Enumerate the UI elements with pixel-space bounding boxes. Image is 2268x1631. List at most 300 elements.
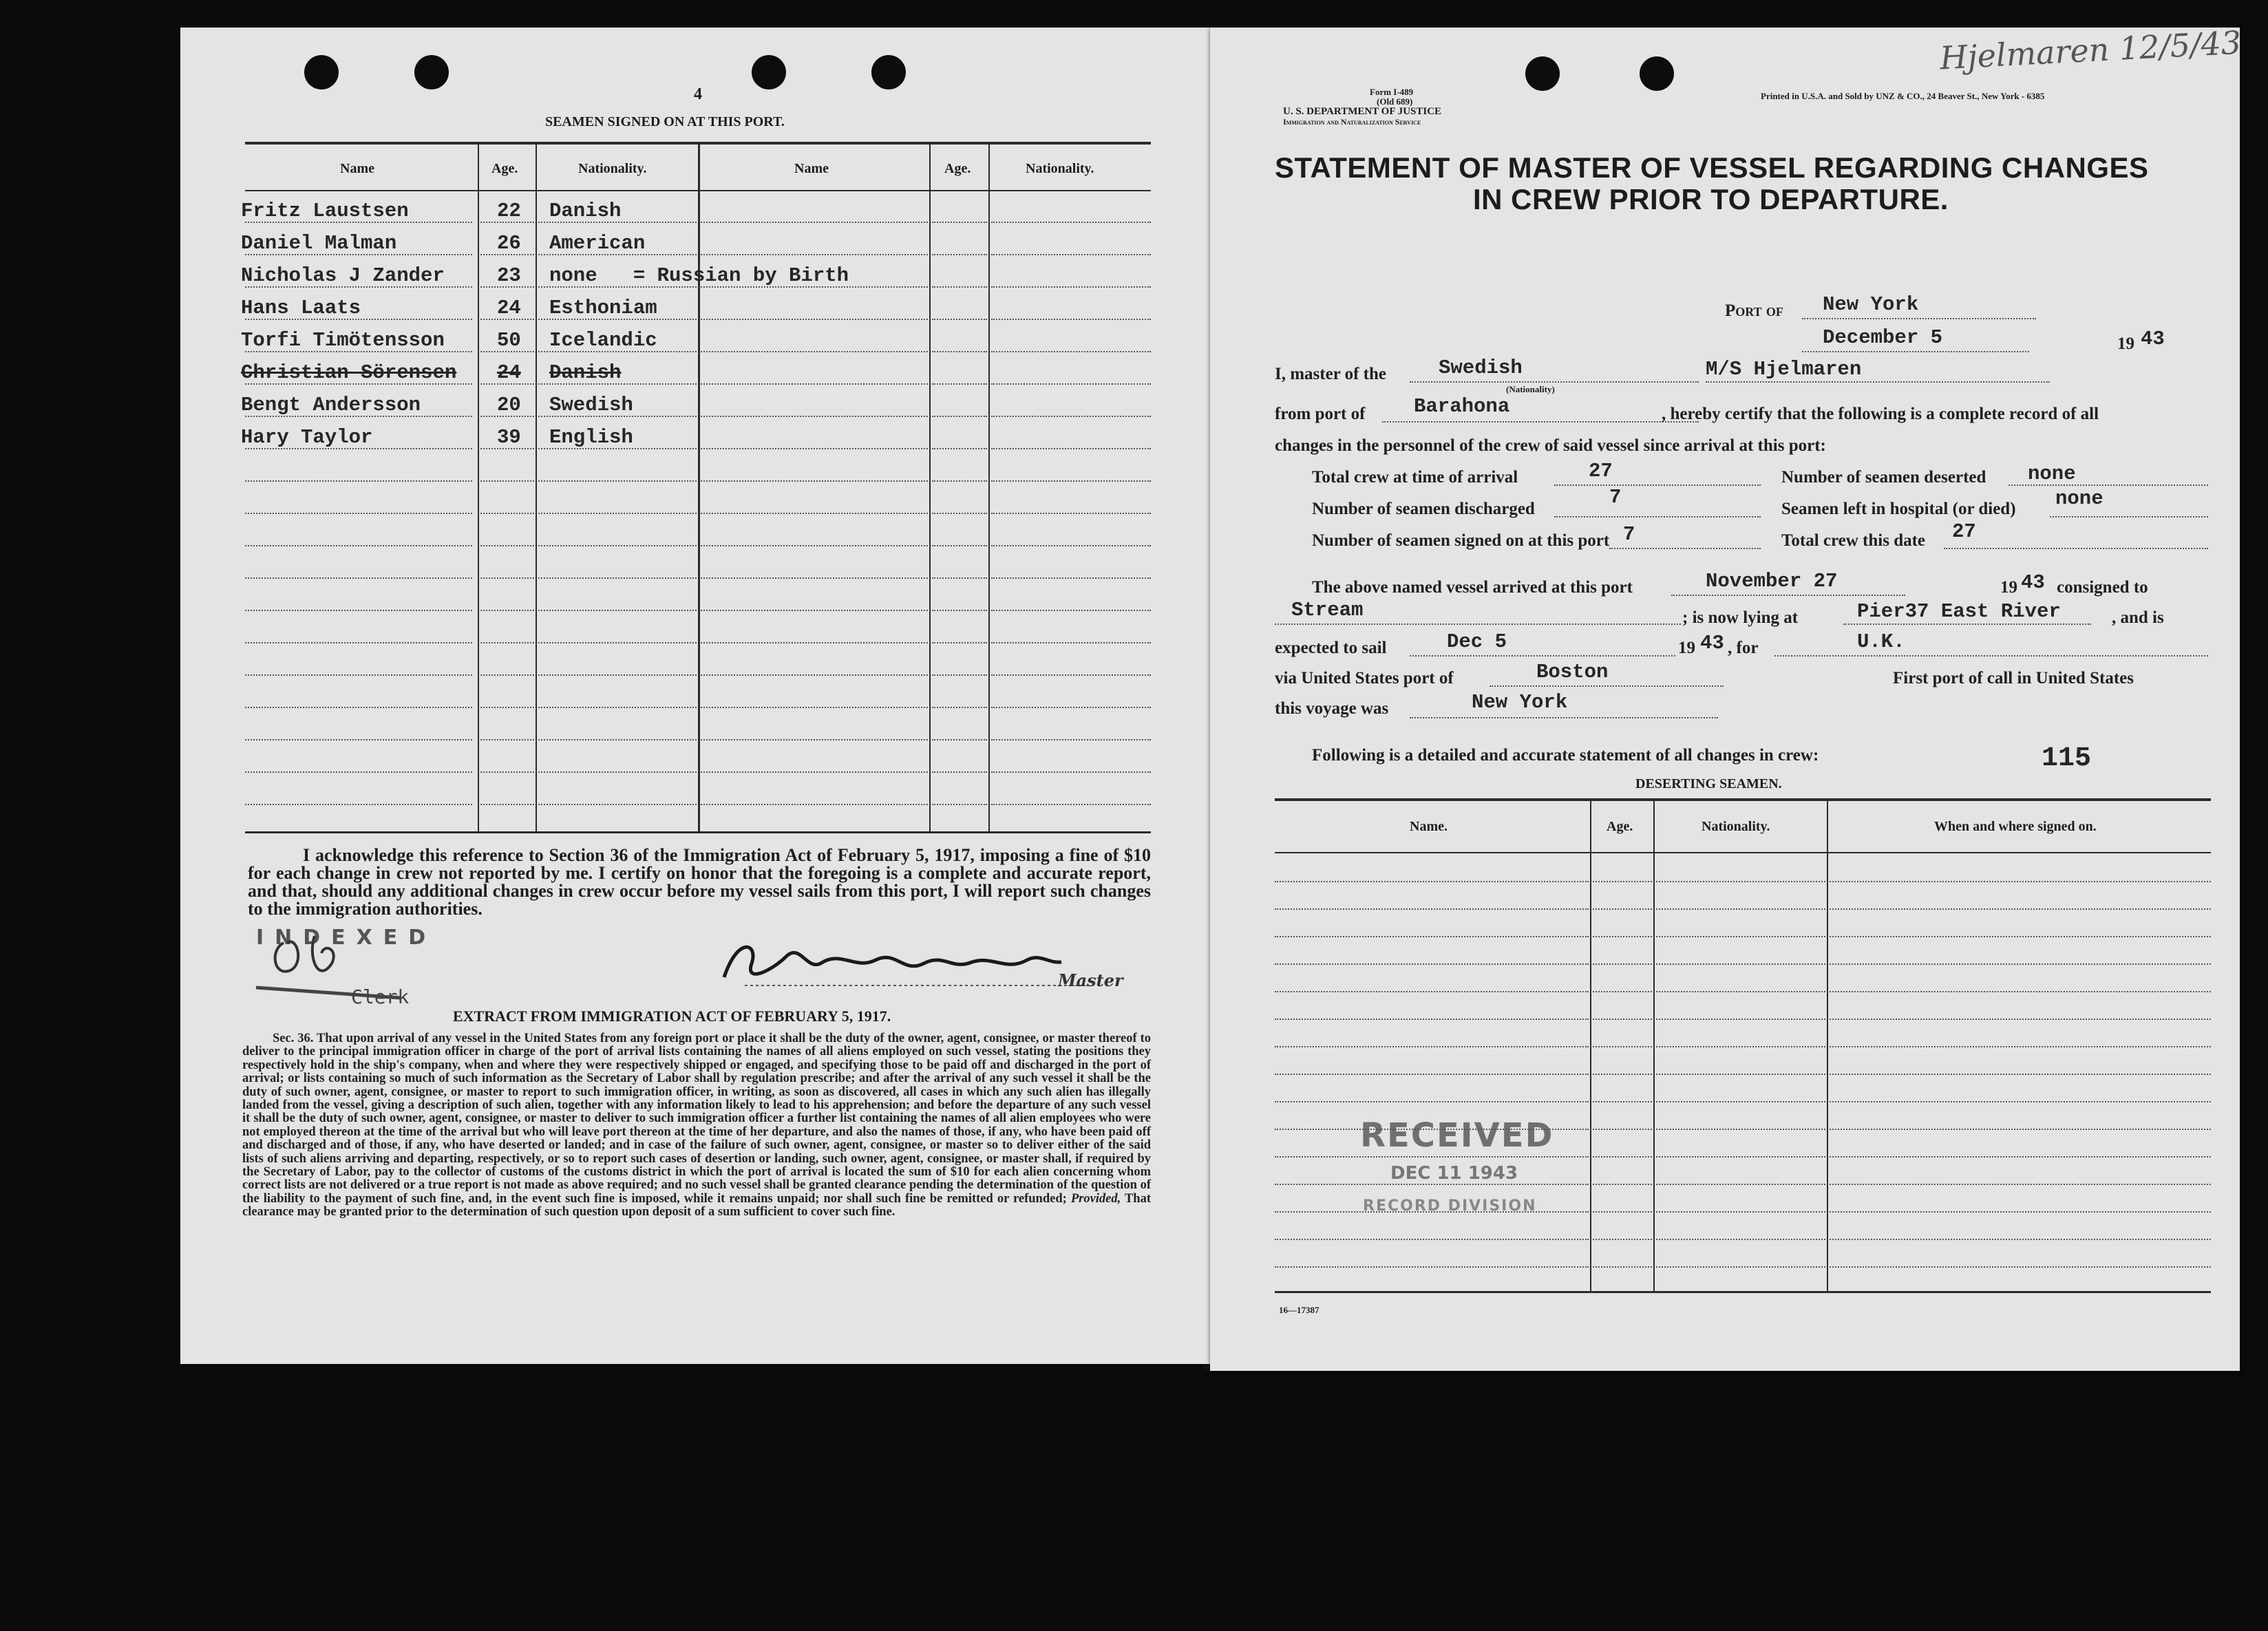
deserting-row-rule — [1593, 1184, 1652, 1185]
record-division-stamp: RECORD DIVISION — [1363, 1197, 1537, 1215]
crew-name: Torfi Timötensson — [241, 329, 445, 352]
arrived-year: 43 — [2021, 571, 2045, 594]
table-row-rule — [538, 771, 697, 773]
deserting-row-rule — [1830, 963, 2211, 965]
table-row-rule — [538, 383, 697, 385]
table-row-rule — [991, 254, 1151, 255]
crew-name: Fritz Laustsen — [241, 200, 409, 222]
table-row-rule — [701, 254, 928, 255]
total-today-label: Total crew this date — [1781, 531, 1926, 550]
column-header-name: Name — [340, 161, 374, 176]
department-name: U. S. DEPARTMENT OF JUSTICE — [1283, 106, 1442, 117]
consignee-line — [1275, 623, 1681, 625]
provided-label: Provided, — [1070, 1191, 1121, 1206]
crew-nationality: Swedish — [549, 394, 633, 416]
page-number: 4 — [694, 85, 702, 103]
deserting-row-rule — [1275, 963, 1589, 965]
table-row-rule — [538, 513, 697, 514]
table-row-rule — [480, 577, 534, 579]
col-divider — [698, 145, 700, 833]
table-row-rule — [701, 480, 928, 482]
table-row-rule — [245, 804, 472, 805]
deserting-row-rule — [1275, 1074, 1589, 1075]
crew-age: 50 — [497, 329, 521, 352]
table-row-rule — [538, 739, 697, 740]
deserting-row-rule — [1593, 881, 1652, 882]
deserting-row-rule — [1275, 1266, 1589, 1268]
punch-hole — [1640, 56, 1674, 91]
deserting-row-rule — [1830, 936, 2211, 937]
deserting-row-rule — [1830, 1129, 2211, 1130]
crew-name: Hans Laats — [241, 297, 361, 319]
deserting-title: DESERTING SEAMEN. — [1635, 776, 1782, 791]
crew-name: Nicholas J Zander — [241, 264, 445, 287]
deserting-row-rule — [1656, 991, 1825, 992]
table-row-rule — [932, 448, 987, 449]
deserting-row-rule — [1830, 1184, 2211, 1185]
table-row-rule — [245, 610, 472, 611]
deserting-row-rule — [1593, 1156, 1652, 1158]
punch-hole — [1525, 56, 1560, 91]
table-row-rule — [991, 448, 1151, 449]
deserting-row-rule — [1656, 908, 1825, 910]
table-row-rule — [991, 739, 1151, 740]
crew-name: Hary Taylor — [241, 426, 373, 449]
table-row-rule — [932, 254, 987, 255]
table-row-rule — [701, 642, 928, 643]
from-port-line — [1382, 421, 1699, 423]
form-old-number: (Old 689) — [1377, 96, 1413, 107]
deserting-row-rule — [1593, 1101, 1652, 1102]
table-row-rule — [701, 610, 928, 611]
total-today-line — [1944, 548, 2208, 549]
arrived-value: November 27 — [1706, 570, 1838, 593]
table-row-rule — [480, 771, 534, 773]
section-body: That upon arrival of any vessel in the United States from any foreign port or place it shall be the duty of the owner, agent, consignee, or master thereof to deliver to the principal immigration officer in charge of the port of arrival lists containing the names of all aliens employed on such vessel, stating the positions they respectively hold in the ship's company, when and where they were respectively shipped or engaged, and specifying those to be paid off and discharged in the port of arrival; or lists containing so much of such information as the Secretary of Labor shall by regulation prescribe; and after the arrival of any such vessel it shall be the duty of such owner, agent, consignee, or master to report to such immigration officer, in writing, as soon as discovered, all cases in which any such alien has illegally landed from the vessel, giving a description of such alien, together with any information likely to lead to his apprehension; and before the departure of any such vessel it shall be the duty of such owner, agent, consignee, or master to deliver to such immigration officer a further list containing the names of all alien employees who were not employed thereon at the time of the arrival but who will leave port thereon at the time of her departure, and also the names of those, if any, who have been paid off and discharged and of those, if any, who have deserted or landed; and in case of the failure of such owner, agent, consignee, or master so to deliver either of the said lists of such aliens arriving and departing, respectively, or so to report such cases of desertion or landing, such owner, agent, consignee, or master shall, if required by the Secretary of Labor, pay to the collector of customs of the customs district in which the port of arrival is located the sum of $10 for each alien concerning whom correct lists are not delivered or a true report is not made as above required; and no such vessel shall be granted clearance pending the determination of the question of the liability to the payment of such fine, and, in the event such fine is imposed, while it remains unpaid; nor shall such fine be remitted or refunded; — [242, 1032, 1151, 1206]
table-row-rule — [701, 513, 928, 514]
deserting-header-name: Name. — [1410, 819, 1448, 834]
deserting-row-rule — [1275, 908, 1589, 910]
table-row-rule — [538, 707, 697, 708]
deserting-col-divider — [1827, 801, 1828, 1291]
consigned-label: consigned to — [2057, 578, 2148, 597]
master-label: Master — [1058, 970, 1123, 990]
crew-nationality: Danish — [549, 200, 622, 222]
voyage-line — [1410, 717, 1718, 718]
crew-nationality: none = Russian by Birth — [549, 264, 849, 287]
deserting-header-signed-on: When and where signed on. — [1934, 819, 2097, 834]
deserting-row-rule — [1593, 1266, 1652, 1268]
nationality-line — [1410, 381, 1699, 383]
table-row-rule — [932, 319, 987, 320]
crew-nationality: American — [549, 232, 646, 255]
nationality-caption: (Nationality) — [1506, 384, 1555, 394]
column-header-nationality-2: Nationality. — [1026, 161, 1094, 176]
table-row-rule — [538, 545, 697, 546]
table-row-rule — [245, 707, 472, 708]
hospital-value: none — [2055, 487, 2103, 510]
table-row-rule — [480, 480, 534, 482]
right-page — [1210, 23, 2243, 1371]
table-row-rule — [701, 545, 928, 546]
signed-on-line — [1609, 548, 1761, 549]
vessel-name: M/S Hjelmaren — [1706, 358, 1862, 381]
column-header-name-2: Name — [794, 161, 829, 176]
signed-on-value: 7 — [1623, 523, 1635, 546]
table-row-rule — [932, 513, 987, 514]
deserting-row-rule — [1275, 1156, 1589, 1158]
hospital-label: Seamen left in hospital (or died) — [1781, 500, 2016, 518]
table-row-rule — [932, 480, 987, 482]
table-row-rule — [245, 351, 472, 352]
table-row-rule — [245, 674, 472, 676]
table-row-rule — [701, 577, 928, 579]
vessel-line — [1706, 381, 2050, 383]
signed-on-label: Number of seamen signed on at this port — [1312, 531, 1610, 550]
crew-nationality: Icelandic — [549, 329, 657, 352]
table-row-rule — [932, 545, 987, 546]
deserting-row-rule — [1830, 1019, 2211, 1020]
for-label: , for — [1728, 639, 1759, 657]
deserting-row-rule — [1275, 936, 1589, 937]
table-row-rule — [991, 416, 1151, 417]
table-row-rule — [245, 771, 472, 773]
deserting-row-rule — [1275, 1184, 1589, 1185]
table-row-rule — [701, 707, 928, 708]
table-row-rule — [480, 674, 534, 676]
table-row-rule — [991, 480, 1151, 482]
table-row-rule — [245, 319, 472, 320]
date-line — [1802, 351, 2029, 352]
col-divider — [988, 145, 990, 833]
deserting-header-age: Age. — [1607, 819, 1633, 834]
table-row-rule — [701, 739, 928, 740]
left-page — [180, 28, 1210, 1364]
deserting-col-divider — [1590, 801, 1591, 1291]
table-row-rule — [538, 480, 697, 482]
received-date-stamp: DEC 11 1943 — [1390, 1163, 1518, 1184]
following-text: Following is a detailed and accurate statement of all changes in crew: — [1312, 746, 1819, 765]
section-36-text — [242, 1032, 1151, 1219]
table-row-rule — [932, 804, 987, 805]
deserting-header-nationality: Nationality. — [1702, 819, 1770, 834]
table-row-rule — [991, 351, 1151, 352]
col-divider — [478, 145, 479, 833]
deserting-row-rule — [1656, 1239, 1825, 1240]
deserting-row-rule — [1656, 1129, 1825, 1130]
deserting-row-rule — [1656, 1074, 1825, 1075]
crew-nationality: English — [549, 426, 633, 449]
table-row-rule — [480, 513, 534, 514]
deserted-value: none — [2028, 462, 2076, 485]
crew-name: Bengt Andersson — [241, 394, 421, 416]
col-divider — [536, 145, 537, 833]
nationality-value: Swedish — [1439, 356, 1523, 379]
total-crew-arrival-value: 27 — [1589, 460, 1613, 482]
table-row-rule — [480, 319, 534, 320]
table-row-rule — [701, 222, 928, 223]
punch-hole — [871, 55, 906, 89]
deserting-row-rule — [1656, 881, 1825, 882]
table-row-rule — [701, 804, 928, 805]
clerk-label: Clerk — [351, 985, 410, 1008]
deserting-row-rule — [1593, 963, 1652, 965]
deserting-row-rule — [1275, 1046, 1589, 1047]
voyage-label: this voyage was — [1275, 699, 1389, 718]
total-crew-arrival-label: Total crew at time of arrival — [1312, 468, 1518, 487]
table-row-rule — [932, 610, 987, 611]
table-row-rule — [538, 286, 697, 288]
table-row-rule — [991, 771, 1151, 773]
hospital-line — [2050, 516, 2208, 518]
printer-credit: Printed in U.S.A. and Sold by UNZ & CO., 24 Beaver St., New York - 6385 — [1761, 91, 2045, 101]
deserting-row-rule — [1593, 991, 1652, 992]
via-value: Boston — [1536, 661, 1609, 683]
column-header-age: Age. — [491, 161, 518, 176]
deserting-row-rule — [1830, 1211, 2211, 1213]
from-port-label: from port of — [1275, 405, 1366, 423]
destination-line — [1774, 655, 2208, 657]
crew-name: Daniel Malman — [241, 232, 397, 255]
consignee-value: Stream — [1291, 599, 1364, 621]
form-number: Form I-489 — [1370, 87, 1414, 97]
table-row-rule — [991, 804, 1151, 805]
table-row-rule — [480, 383, 534, 385]
voyage-value: New York — [1472, 691, 1568, 714]
table-row-rule — [538, 610, 697, 611]
deserting-table-top-rule — [1275, 798, 2211, 801]
arrived-year-prefix: 19 — [2000, 578, 2017, 597]
total-crew-arrival-line — [1554, 484, 1761, 486]
table-row-rule — [245, 222, 472, 223]
table-row-rule — [701, 351, 928, 352]
table-row-rule — [245, 642, 472, 643]
table-row-rule — [245, 513, 472, 514]
table-row-rule — [480, 739, 534, 740]
master-signature — [717, 922, 1103, 1005]
table-row-rule — [932, 222, 987, 223]
deserted-label: Number of seamen deserted — [1781, 468, 1986, 487]
table-row-rule — [480, 642, 534, 643]
deserting-table-bottom-rule — [1275, 1291, 2211, 1293]
deserting-row-rule — [1830, 991, 2211, 992]
deserting-row-rule — [1593, 1019, 1652, 1020]
punch-hole — [304, 55, 339, 89]
deserting-row-rule — [1593, 1239, 1652, 1240]
deserting-row-rule — [1656, 936, 1825, 937]
deserting-row-rule — [1593, 1074, 1652, 1075]
arrived-line — [1671, 595, 1905, 596]
arrived-label: The above named vessel arrived at this port — [1312, 578, 1633, 597]
deserting-row-rule — [1593, 1129, 1652, 1130]
table-row-rule — [245, 254, 472, 255]
crew-nationality-struck: Danish — [549, 361, 622, 384]
via-line — [1490, 685, 1724, 687]
table-row-rule — [245, 739, 472, 740]
discharged-line — [1554, 516, 1761, 518]
deserting-row-rule — [1656, 1101, 1825, 1102]
port-line — [1802, 318, 2036, 319]
year-prefix: 19 — [2117, 334, 2134, 353]
deserting-row-rule — [1593, 936, 1652, 937]
column-header-age-2: Age. — [944, 161, 971, 176]
table-row-rule — [991, 707, 1151, 708]
table-row-rule — [538, 577, 697, 579]
date-value: December 5 — [1823, 326, 1943, 349]
table-row-rule — [991, 222, 1151, 223]
lying-value: Pier37 East River — [1857, 600, 2061, 623]
table-row-rule — [538, 674, 697, 676]
deserting-row-rule — [1275, 881, 1589, 882]
deserting-row-rule — [1593, 908, 1652, 910]
crew-nationality: Esthoniam — [549, 297, 657, 319]
deserting-row-rule — [1275, 1211, 1589, 1213]
acknowledgement-text: I acknowledge this reference to Section 36 of the Immigration Act of February 5, 1917, imposing a fine of $10 for each change in crew not reported by me. I certify on honor that the foregoing is a complete and accurate report, and that, should any additional changes in crew occur before my vessel sails from this port, I will report such changes to the immigration authorities. — [248, 845, 1151, 919]
crew-age-struck: 24 — [497, 361, 521, 384]
deserting-row-rule — [1656, 1266, 1825, 1268]
deserting-row-rule — [1830, 908, 2211, 910]
expected-year-prefix: 19 — [1678, 639, 1695, 657]
deserting-row-rule — [1830, 881, 2211, 882]
table-row-rule — [701, 286, 928, 288]
table-row-rule — [480, 707, 534, 708]
table-row-rule — [245, 480, 472, 482]
table-row-rule — [538, 416, 697, 417]
master-of-label: I, master of the — [1275, 365, 1386, 383]
table-row-rule — [701, 319, 928, 320]
deserting-row-rule — [1656, 1156, 1825, 1158]
expected-year: 43 — [1700, 632, 1724, 654]
port-label: Port of — [1725, 301, 1783, 320]
deserting-table-header-rule — [1275, 852, 2211, 853]
discharged-value: 7 — [1609, 486, 1622, 509]
table-row-rule — [480, 286, 534, 288]
table-row-rule — [538, 254, 697, 255]
table-row-rule — [701, 383, 928, 385]
deserting-row-rule — [1830, 1046, 2211, 1047]
table-row-rule — [480, 351, 534, 352]
crew-age: 23 — [497, 264, 521, 287]
table-row-rule — [701, 416, 928, 417]
table-row-rule — [480, 254, 534, 255]
destination-value: U.K. — [1857, 630, 1905, 653]
deserting-row-rule — [1275, 1101, 1589, 1102]
from-port-value: Barahona — [1414, 395, 1510, 418]
lying-label: ; is now lying at — [1682, 608, 1799, 627]
punch-hole — [752, 55, 786, 89]
table-row-rule — [538, 222, 697, 223]
table-row-rule — [538, 804, 697, 805]
table-row-rule — [932, 739, 987, 740]
deserting-row-rule — [1275, 1019, 1589, 1020]
via-label: via United States port of — [1275, 669, 1454, 687]
section-title: SEAMEN SIGNED ON AT THIS PORT. — [545, 114, 785, 129]
first-port-label: First port of call in United States — [1893, 669, 2134, 687]
table-row-rule — [538, 319, 697, 320]
extract-title: EXTRACT FROM IMMIGRATION ACT OF FEBRUARY 5, 1917. — [453, 1008, 891, 1025]
deserting-row-rule — [1830, 1101, 2211, 1102]
table-row-rule — [991, 545, 1151, 546]
and-is-label: , and is — [2112, 608, 2164, 627]
year-value: 43 — [2141, 328, 2165, 350]
deserting-row-rule — [1593, 1211, 1652, 1213]
section-label: Sec. 36. — [273, 1032, 314, 1045]
table-row-rule — [480, 610, 534, 611]
deserting-row-rule — [1830, 1156, 2211, 1158]
table-row-rule — [480, 448, 534, 449]
form-title-line-1: STATEMENT OF MASTER OF VESSEL REGARDING CHANGES — [1275, 151, 2149, 184]
table-row-rule — [991, 642, 1151, 643]
provided-body: That clearance may be granted prior to the determination of such question upon deposit of a sum sufficient to cover such fine. — [242, 1191, 1152, 1219]
table-row-rule — [245, 545, 472, 546]
deserted-line — [2009, 484, 2208, 486]
deserting-row-rule — [1830, 1074, 2211, 1075]
table-row-rule — [991, 674, 1151, 676]
crew-age: 22 — [497, 200, 521, 222]
expected-line — [1410, 655, 1675, 657]
discharged-label: Number of seamen discharged — [1312, 500, 1535, 518]
table-row-rule — [932, 416, 987, 417]
table-row-rule — [932, 707, 987, 708]
deserting-col-divider — [1653, 801, 1655, 1291]
deserting-row-rule — [1656, 1019, 1825, 1020]
table-row-rule — [991, 319, 1151, 320]
received-stamp: RECEIVED — [1360, 1116, 1554, 1155]
indexed-stamp: INDEXED — [256, 926, 437, 950]
expected-label: expected to sail — [1275, 639, 1387, 657]
deserting-row-rule — [1656, 1211, 1825, 1213]
table-row-rule — [701, 674, 928, 676]
punch-hole — [414, 55, 449, 89]
table-row-rule — [932, 642, 987, 643]
crew-age: 24 — [497, 297, 521, 319]
col-divider — [929, 145, 931, 833]
deserting-row-rule — [1656, 1046, 1825, 1047]
deserting-row-rule — [1830, 1239, 2211, 1240]
table-row-rule — [480, 804, 534, 805]
table-row-rule — [932, 674, 987, 676]
deserting-row-rule — [1275, 1129, 1589, 1130]
crew-age: 26 — [497, 232, 521, 255]
table-row-rule — [480, 222, 534, 223]
deserting-row-rule — [1830, 1266, 2211, 1268]
table-row-rule — [991, 383, 1151, 385]
service-name: Immigration and Naturalization Service — [1283, 117, 1421, 127]
crew-age: 20 — [497, 394, 521, 416]
deserting-row-rule — [1656, 1184, 1825, 1185]
deserting-row-rule — [1656, 963, 1825, 965]
table-row-rule — [991, 513, 1151, 514]
table-row-rule — [245, 416, 472, 417]
expected-value: Dec 5 — [1447, 630, 1507, 653]
table-row-rule — [991, 577, 1151, 579]
table-row-rule — [701, 448, 928, 449]
page-ref-number: 115 — [2042, 743, 2092, 774]
table-row-rule — [932, 351, 987, 352]
table-row-rule — [480, 545, 534, 546]
deserting-row-rule — [1593, 1046, 1652, 1047]
table-row-rule — [701, 771, 928, 773]
handwritten-vessel-date: Hjelmaren 12/5/43 — [1938, 23, 2243, 77]
form-title-line-2: IN CREW PRIOR TO DEPARTURE. — [1473, 183, 1949, 215]
changes-text: changes in the personnel of the crew of said vessel since arrival at this port: — [1275, 436, 1826, 455]
table-row-rule — [245, 286, 472, 288]
table-row-rule — [932, 383, 987, 385]
table-row-rule — [245, 383, 472, 385]
deserting-row-rule — [1275, 1239, 1589, 1240]
total-today-value: 27 — [1952, 520, 1976, 543]
table-row-rule — [480, 416, 534, 417]
